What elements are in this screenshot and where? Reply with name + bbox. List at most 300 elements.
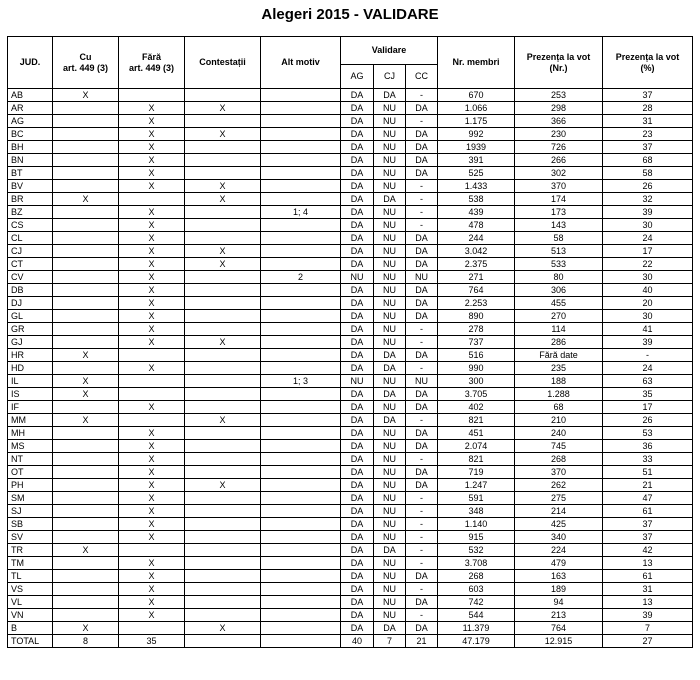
cell-cu-art	[53, 141, 119, 154]
cell-nr-membri: 532	[438, 544, 515, 557]
header-fara-art	[119, 37, 185, 89]
cell-prezenta-pct: 40	[603, 284, 693, 297]
cell-cu-art	[53, 245, 119, 258]
cell-fara-art: X	[119, 466, 185, 479]
cell-contestatii	[185, 115, 261, 128]
cell-ag: DA	[341, 362, 374, 375]
table-row	[8, 557, 693, 570]
header-prezenta-nr-line2: (Nr.)	[549, 62, 568, 73]
cell-fara-art: X	[119, 453, 185, 466]
cell-cu-art	[53, 154, 119, 167]
cell-cj: NU	[374, 531, 406, 544]
cell-prezenta-nr: 286	[515, 336, 603, 349]
cell-contestatii	[185, 219, 261, 232]
cell-nr-membri: 737	[438, 336, 515, 349]
header-ag: AG	[341, 65, 374, 89]
cell-nr-membri: 1.433	[438, 180, 515, 193]
cell-cj: NU	[374, 492, 406, 505]
cell-fara-art: X	[119, 505, 185, 518]
cell-ag: DA	[341, 557, 374, 570]
cell-fara-art: X	[119, 115, 185, 128]
cell-cc: NU	[406, 271, 438, 284]
cell-prezenta-pct: 13	[603, 557, 693, 570]
cell-nr-membri: 591	[438, 492, 515, 505]
cell-cc: -	[406, 89, 438, 102]
cell-cj: DA	[374, 193, 406, 206]
header-fara-line2: art. 449 (3)	[128, 62, 175, 73]
cell-fara-art: X	[119, 180, 185, 193]
cell-alt-motiv	[261, 323, 341, 336]
cell-cu-art	[53, 336, 119, 349]
cell-cj: 7	[374, 635, 406, 648]
cell-contestatii: X	[185, 479, 261, 492]
cell-prezenta-nr: 173	[515, 206, 603, 219]
cell-jud: VL	[8, 596, 53, 609]
table-row	[8, 544, 693, 557]
header-jud: JUD.	[8, 37, 53, 89]
cell-alt-motiv	[261, 232, 341, 245]
cell-fara-art: X	[119, 297, 185, 310]
cell-contestatii	[185, 271, 261, 284]
cell-cj: DA	[374, 89, 406, 102]
cell-nr-membri: 1.247	[438, 479, 515, 492]
cell-alt-motiv	[261, 258, 341, 271]
cell-contestatii	[185, 232, 261, 245]
cell-prezenta-pct: 63	[603, 375, 693, 388]
table-row	[8, 479, 693, 492]
cell-nr-membri: 268	[438, 570, 515, 583]
cell-jud: CJ	[8, 245, 53, 258]
cell-jud: B	[8, 622, 53, 635]
cell-alt-motiv: 1; 3	[261, 375, 341, 388]
cell-cj: DA	[374, 622, 406, 635]
cell-alt-motiv	[261, 141, 341, 154]
cell-prezenta-nr: 268	[515, 453, 603, 466]
cell-ag: DA	[341, 466, 374, 479]
cell-prezenta-pct: 24	[603, 232, 693, 245]
header-prezenta-pct-line1: Prezența la vot	[615, 51, 680, 62]
cell-cu-art	[53, 479, 119, 492]
cell-cc: -	[406, 557, 438, 570]
cell-fara-art: X	[119, 492, 185, 505]
cell-jud: DJ	[8, 297, 53, 310]
cell-nr-membri: 990	[438, 362, 515, 375]
cell-cj: NU	[374, 336, 406, 349]
cell-cc: DA	[406, 284, 438, 297]
cell-prezenta-pct: 58	[603, 167, 693, 180]
cell-contestatii: X	[185, 414, 261, 427]
header-cc: CC	[406, 65, 438, 89]
cell-fara-art: X	[119, 154, 185, 167]
cell-prezenta-nr: 340	[515, 531, 603, 544]
table-row	[8, 245, 693, 258]
cell-cj: NU	[374, 596, 406, 609]
cell-prezenta-nr: 230	[515, 128, 603, 141]
cell-jud: BR	[8, 193, 53, 206]
cell-ag: DA	[341, 297, 374, 310]
cell-prezenta-nr: 80	[515, 271, 603, 284]
cell-cj: NU	[374, 557, 406, 570]
cell-nr-membri: 439	[438, 206, 515, 219]
cell-alt-motiv	[261, 505, 341, 518]
cell-cu-art	[53, 219, 119, 232]
cell-cu-art	[53, 323, 119, 336]
cell-alt-motiv	[261, 622, 341, 635]
cell-cu-art	[53, 115, 119, 128]
cell-cu-art: 8	[53, 635, 119, 648]
table-row	[8, 193, 693, 206]
cell-cc: DA	[406, 440, 438, 453]
table-row	[8, 154, 693, 167]
cell-ag: DA	[341, 193, 374, 206]
cell-fara-art: X	[119, 167, 185, 180]
cell-cc: -	[406, 362, 438, 375]
table-row	[8, 232, 693, 245]
cell-jud: AB	[8, 89, 53, 102]
cell-contestatii: X	[185, 245, 261, 258]
cell-nr-membri: 538	[438, 193, 515, 206]
cell-jud: BZ	[8, 206, 53, 219]
cell-alt-motiv	[261, 336, 341, 349]
cell-cj: NU	[374, 167, 406, 180]
cell-nr-membri: 2.375	[438, 258, 515, 271]
cell-prezenta-pct: 27	[603, 635, 693, 648]
cell-ag: DA	[341, 596, 374, 609]
cell-contestatii	[185, 466, 261, 479]
cell-ag: DA	[341, 128, 374, 141]
cell-fara-art: X	[119, 557, 185, 570]
table-row	[8, 336, 693, 349]
cell-prezenta-nr: 68	[515, 401, 603, 414]
cell-alt-motiv	[261, 349, 341, 362]
cell-ag: 40	[341, 635, 374, 648]
cell-cu-art	[53, 453, 119, 466]
cell-alt-motiv	[261, 245, 341, 258]
table-row	[8, 284, 693, 297]
cell-alt-motiv	[261, 427, 341, 440]
cell-jud: TL	[8, 570, 53, 583]
table-row	[8, 531, 693, 544]
cell-prezenta-pct: 39	[603, 609, 693, 622]
cell-cc: DA	[406, 401, 438, 414]
header-nr-membri: Nr. membri	[438, 37, 515, 89]
cell-prezenta-pct: 31	[603, 115, 693, 128]
cell-fara-art: 35	[119, 635, 185, 648]
cell-jud: MS	[8, 440, 53, 453]
cell-alt-motiv: 2	[261, 271, 341, 284]
cell-fara-art	[119, 388, 185, 401]
cell-cc: DA	[406, 245, 438, 258]
cell-prezenta-nr: 213	[515, 609, 603, 622]
cell-cc: -	[406, 453, 438, 466]
cell-fara-art	[119, 414, 185, 427]
cell-cc: 21	[406, 635, 438, 648]
cell-contestatii	[185, 453, 261, 466]
table-row	[8, 466, 693, 479]
cell-cj: NU	[374, 310, 406, 323]
cell-alt-motiv	[261, 102, 341, 115]
cell-alt-motiv	[261, 544, 341, 557]
cell-fara-art	[119, 349, 185, 362]
cell-ag: DA	[341, 440, 374, 453]
cell-cc: DA	[406, 154, 438, 167]
cell-ag: DA	[341, 388, 374, 401]
cell-cc: DA	[406, 570, 438, 583]
cell-prezenta-nr: 262	[515, 479, 603, 492]
cell-prezenta-nr: 302	[515, 167, 603, 180]
cell-nr-membri: 525	[438, 167, 515, 180]
cell-cc: NU	[406, 375, 438, 388]
cell-contestatii	[185, 362, 261, 375]
cell-cu-art	[53, 505, 119, 518]
cell-fara-art: X	[119, 284, 185, 297]
cell-fara-art	[119, 375, 185, 388]
cell-prezenta-nr: 210	[515, 414, 603, 427]
cell-prezenta-pct: 20	[603, 297, 693, 310]
cell-cc: DA	[406, 388, 438, 401]
table-row	[8, 167, 693, 180]
cell-cu-art	[53, 102, 119, 115]
cell-cu-art: X	[53, 622, 119, 635]
header-prezenta-pct	[603, 37, 693, 89]
cell-cj: NU	[374, 180, 406, 193]
cell-contestatii	[185, 297, 261, 310]
cell-cu-art	[53, 167, 119, 180]
cell-cc: -	[406, 531, 438, 544]
cell-contestatii	[185, 167, 261, 180]
cell-alt-motiv	[261, 596, 341, 609]
cell-nr-membri: 278	[438, 323, 515, 336]
cell-contestatii	[185, 206, 261, 219]
cell-fara-art: X	[119, 440, 185, 453]
cell-prezenta-pct: 41	[603, 323, 693, 336]
cell-contestatii: X	[185, 180, 261, 193]
cell-jud: SB	[8, 518, 53, 531]
cell-cj: NU	[374, 102, 406, 115]
cell-contestatii	[185, 310, 261, 323]
header-cu-art	[53, 37, 119, 89]
cell-ag: DA	[341, 349, 374, 362]
cell-ag: DA	[341, 531, 374, 544]
cell-alt-motiv	[261, 557, 341, 570]
cell-nr-membri: 451	[438, 427, 515, 440]
table-row	[8, 128, 693, 141]
cell-cu-art: X	[53, 349, 119, 362]
cell-prezenta-nr: 275	[515, 492, 603, 505]
cell-cu-art	[53, 362, 119, 375]
cell-nr-membri: 478	[438, 219, 515, 232]
cell-nr-membri: 821	[438, 414, 515, 427]
cell-fara-art: X	[119, 141, 185, 154]
header-validare: Validare	[341, 37, 438, 65]
cell-prezenta-nr: 163	[515, 570, 603, 583]
cell-nr-membri: 670	[438, 89, 515, 102]
cell-ag: DA	[341, 102, 374, 115]
cell-prezenta-nr: 479	[515, 557, 603, 570]
cell-alt-motiv	[261, 115, 341, 128]
cell-prezenta-pct: 33	[603, 453, 693, 466]
cell-prezenta-pct: 7	[603, 622, 693, 635]
cell-cc: DA	[406, 128, 438, 141]
cell-alt-motiv	[261, 570, 341, 583]
cell-contestatii	[185, 440, 261, 453]
cell-ag: DA	[341, 258, 374, 271]
cell-prezenta-pct: 51	[603, 466, 693, 479]
cell-prezenta-pct: 26	[603, 180, 693, 193]
cell-fara-art: X	[119, 128, 185, 141]
cell-cu-art	[53, 271, 119, 284]
cell-contestatii	[185, 154, 261, 167]
cell-cc: DA	[406, 102, 438, 115]
cell-alt-motiv	[261, 583, 341, 596]
cell-jud: GL	[8, 310, 53, 323]
cell-contestatii: X	[185, 622, 261, 635]
cell-cj: NU	[374, 219, 406, 232]
table-row	[8, 271, 693, 284]
cell-cu-art	[53, 180, 119, 193]
cell-cc: DA	[406, 427, 438, 440]
table-row	[8, 115, 693, 128]
cell-prezenta-pct: 30	[603, 271, 693, 284]
cell-cj: NU	[374, 206, 406, 219]
table-row	[8, 102, 693, 115]
cell-prezenta-pct: 53	[603, 427, 693, 440]
table-row	[8, 583, 693, 596]
cell-cu-art	[53, 466, 119, 479]
cell-ag: DA	[341, 336, 374, 349]
cell-cj: NU	[374, 427, 406, 440]
cell-prezenta-nr: 174	[515, 193, 603, 206]
cell-prezenta-nr: 235	[515, 362, 603, 375]
cell-nr-membri: 764	[438, 284, 515, 297]
cell-cc: -	[406, 336, 438, 349]
cell-cc: -	[406, 583, 438, 596]
cell-alt-motiv	[261, 401, 341, 414]
cell-cc: -	[406, 115, 438, 128]
cell-fara-art: X	[119, 427, 185, 440]
cell-alt-motiv	[261, 531, 341, 544]
cell-fara-art: X	[119, 271, 185, 284]
header-fara-line1: Fără	[141, 51, 161, 62]
cell-nr-membri: 2.074	[438, 440, 515, 453]
cell-nr-membri: 1.175	[438, 115, 515, 128]
header-cu-line1: Cu	[79, 51, 92, 62]
cell-ag: NU	[341, 375, 374, 388]
cell-nr-membri: 1939	[438, 141, 515, 154]
cell-prezenta-nr: 366	[515, 115, 603, 128]
cell-fara-art: X	[119, 323, 185, 336]
cell-contestatii	[185, 141, 261, 154]
cell-fara-art	[119, 622, 185, 635]
cell-nr-membri: 992	[438, 128, 515, 141]
cell-prezenta-pct: -	[603, 349, 693, 362]
cell-cj: DA	[374, 544, 406, 557]
cell-cu-art: X	[53, 89, 119, 102]
cell-cj: DA	[374, 414, 406, 427]
table-row	[8, 609, 693, 622]
cell-prezenta-nr: 189	[515, 583, 603, 596]
cell-cc: DA	[406, 622, 438, 635]
cell-alt-motiv	[261, 180, 341, 193]
cell-nr-membri: 2.253	[438, 297, 515, 310]
cell-cc: -	[406, 323, 438, 336]
cell-cc: -	[406, 180, 438, 193]
table-row	[8, 219, 693, 232]
cell-jud: HR	[8, 349, 53, 362]
cell-cj: NU	[374, 570, 406, 583]
cell-nr-membri: 348	[438, 505, 515, 518]
cell-prezenta-nr: 425	[515, 518, 603, 531]
cell-cj: NU	[374, 154, 406, 167]
cell-jud: TOTAL	[8, 635, 53, 648]
cell-ag: DA	[341, 518, 374, 531]
cell-prezenta-nr: 370	[515, 466, 603, 479]
cell-contestatii	[185, 570, 261, 583]
cell-jud: BN	[8, 154, 53, 167]
table-row	[8, 206, 693, 219]
cell-cc: DA	[406, 349, 438, 362]
cell-cj: NU	[374, 453, 406, 466]
cell-cj: NU	[374, 583, 406, 596]
table-row	[8, 388, 693, 401]
cell-contestatii	[185, 375, 261, 388]
cell-prezenta-nr: 298	[515, 102, 603, 115]
cell-prezenta-pct: 37	[603, 531, 693, 544]
validation-table	[7, 36, 693, 648]
cell-cu-art	[53, 596, 119, 609]
cell-ag: DA	[341, 401, 374, 414]
cell-contestatii	[185, 609, 261, 622]
cell-fara-art: X	[119, 245, 185, 258]
cell-cj: DA	[374, 349, 406, 362]
cell-contestatii	[185, 388, 261, 401]
cell-ag: DA	[341, 284, 374, 297]
cell-nr-membri: 391	[438, 154, 515, 167]
cell-fara-art	[119, 89, 185, 102]
cell-prezenta-pct: 31	[603, 583, 693, 596]
table-row	[8, 427, 693, 440]
cell-prezenta-nr: 114	[515, 323, 603, 336]
cell-prezenta-pct: 42	[603, 544, 693, 557]
cell-prezenta-nr: 143	[515, 219, 603, 232]
cell-fara-art: X	[119, 310, 185, 323]
cell-prezenta-nr: 224	[515, 544, 603, 557]
cell-cj: NU	[374, 141, 406, 154]
cell-prezenta-pct: 47	[603, 492, 693, 505]
cell-jud: CL	[8, 232, 53, 245]
cell-fara-art: X	[119, 362, 185, 375]
cell-cc: DA	[406, 596, 438, 609]
cell-alt-motiv	[261, 414, 341, 427]
cell-fara-art: X	[119, 479, 185, 492]
cell-cj: NU	[374, 284, 406, 297]
cell-cu-art	[53, 427, 119, 440]
cell-jud: GR	[8, 323, 53, 336]
cell-contestatii	[185, 492, 261, 505]
cell-nr-membri: 402	[438, 401, 515, 414]
cell-cj: NU	[374, 297, 406, 310]
cell-nr-membri: 915	[438, 531, 515, 544]
cell-jud: IL	[8, 375, 53, 388]
cell-fara-art	[119, 544, 185, 557]
cell-cc: DA	[406, 167, 438, 180]
cell-jud: MH	[8, 427, 53, 440]
cell-ag: DA	[341, 479, 374, 492]
cell-contestatii	[185, 427, 261, 440]
table-row	[8, 596, 693, 609]
cell-prezenta-pct: 37	[603, 518, 693, 531]
table-row	[8, 375, 693, 388]
